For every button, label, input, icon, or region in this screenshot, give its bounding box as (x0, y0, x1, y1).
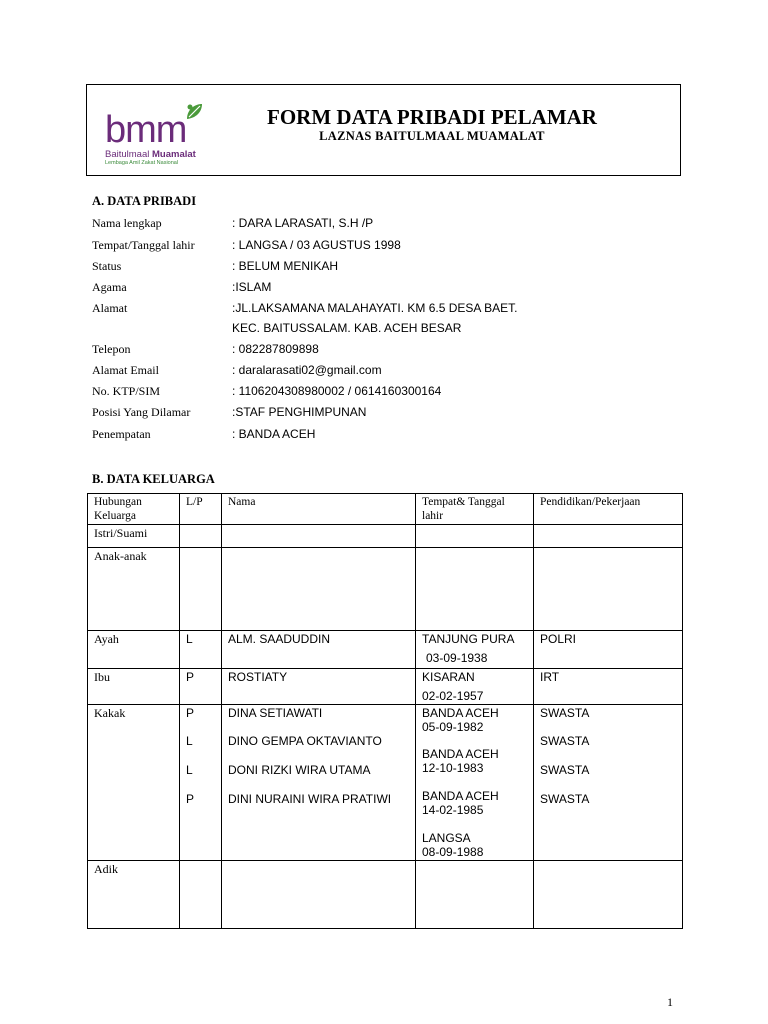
logo-name: Baitulmaal Muamalat (105, 149, 196, 160)
lp-cell: P (180, 669, 222, 705)
relation-cell: Adik (88, 861, 180, 929)
col-header-lp: L/P (180, 494, 222, 525)
field-value-agama: :ISLAM (232, 280, 272, 294)
field-value-penempatan: : BANDA ACEH (232, 427, 316, 441)
col-header-ttl: Tempat& Tanggal lahir (416, 494, 534, 525)
field-value-ttl: : LANGSA / 03 AGUSTUS 1998 (232, 238, 401, 252)
ttl-cell: TANJUNG PURA 03-09-1938 (416, 631, 534, 669)
col-header-nama: Nama (222, 494, 416, 525)
bmm-logo (95, 97, 213, 167)
name-cell: DINA SETIAWATI DINO GEMPA OKTAVIANTO DONI RIZKI WIRA UTAMA DINI NURAINI WIRA PRATIWI (222, 705, 416, 861)
relation-cell: Ibu (88, 669, 180, 705)
form-header (86, 84, 681, 176)
job-cell: POLRI (534, 631, 683, 669)
col-header-pendidikan: Pendidikan/Pekerjaan (534, 494, 683, 525)
col-header-hubungan: Hubungan Keluarga (88, 494, 180, 525)
relation-cell: Anak-anak (88, 548, 180, 631)
page-number: 1 (667, 995, 673, 1009)
ttl-cell: KISARAN 02-02-1957 (416, 669, 534, 705)
field-value-ktp: : 1106204308980002 / 0614160300164 (232, 384, 442, 398)
table-row-istri (88, 525, 683, 548)
table-header-row (88, 494, 683, 525)
section-b-heading: B. DATA KELUARGA (92, 472, 215, 486)
lp-cell: L (180, 631, 222, 669)
field-value-status: : BELUM MENIKAH (232, 259, 339, 273)
field-label-posisi: Posisi Yang Dilamar (92, 405, 191, 419)
ttl-cell: BANDA ACEH 05-09-1982 BANDA ACEH 12-10-1983 BANDA ACEH 14-02-1985 LANGSA 08-09-1988 (416, 705, 534, 861)
form-subtitle: LAZNAS BAITULMAAL MUAMALAT (319, 129, 545, 143)
table-row-ibu (88, 669, 683, 705)
relation-cell: Istri/Suami (88, 525, 180, 548)
field-value-telepon: : 082287809898 (232, 342, 319, 356)
field-value-nama: : DARA LARASATI, S.H /P (232, 216, 374, 230)
family-table (87, 493, 683, 929)
job-cell: IRT (534, 669, 683, 705)
field-label-status: Status (92, 259, 122, 273)
field-label-telepon: Telepon (92, 342, 131, 356)
field-value-email: : daralarasati02@gmail.com (232, 363, 382, 377)
relation-cell: Kakak (88, 705, 180, 861)
field-label-penempatan: Penempatan (92, 427, 151, 441)
field-value-alamat: :JL.LAKSAMANA MALAHAYATI. KM 6.5 DESA BAET. (232, 301, 518, 315)
table-row-adik (88, 861, 683, 929)
section-a-heading: A. DATA PRIBADI (92, 194, 197, 208)
field-value-alamat-line2: KEC. BAITUSSALAM. KAB. ACEH BESAR (232, 321, 462, 335)
form-title: FORM DATA PRIBADI PELAMAR (267, 105, 597, 129)
name-cell: ROSTIATY (222, 669, 416, 705)
table-row-kakak (88, 705, 683, 861)
field-label-ttl: Tempat/Tanggal lahir (92, 238, 195, 252)
table-row-anak (88, 548, 683, 631)
name-cell: ALM. SAADUDDIN (222, 631, 416, 669)
lp-cell: P L L P (180, 705, 222, 861)
logo-tagline: Lembaga Amil Zakat Nasional (105, 160, 179, 166)
field-label-agama: Agama (92, 280, 127, 294)
table-row-ayah (88, 631, 683, 669)
field-value-posisi: :STAF PENGHIMPUNAN (232, 405, 367, 419)
field-label-email: Alamat Email (92, 363, 159, 377)
field-label-ktp: No. KTP/SIM (92, 384, 161, 398)
field-label-alamat: Alamat (92, 301, 128, 315)
field-label-nama: Nama lengkap (92, 216, 162, 230)
logo-wordmark: bmm (105, 109, 187, 151)
job-cell: SWASTA SWASTA SWASTA SWASTA (534, 705, 683, 861)
relation-cell: Ayah (88, 631, 180, 669)
